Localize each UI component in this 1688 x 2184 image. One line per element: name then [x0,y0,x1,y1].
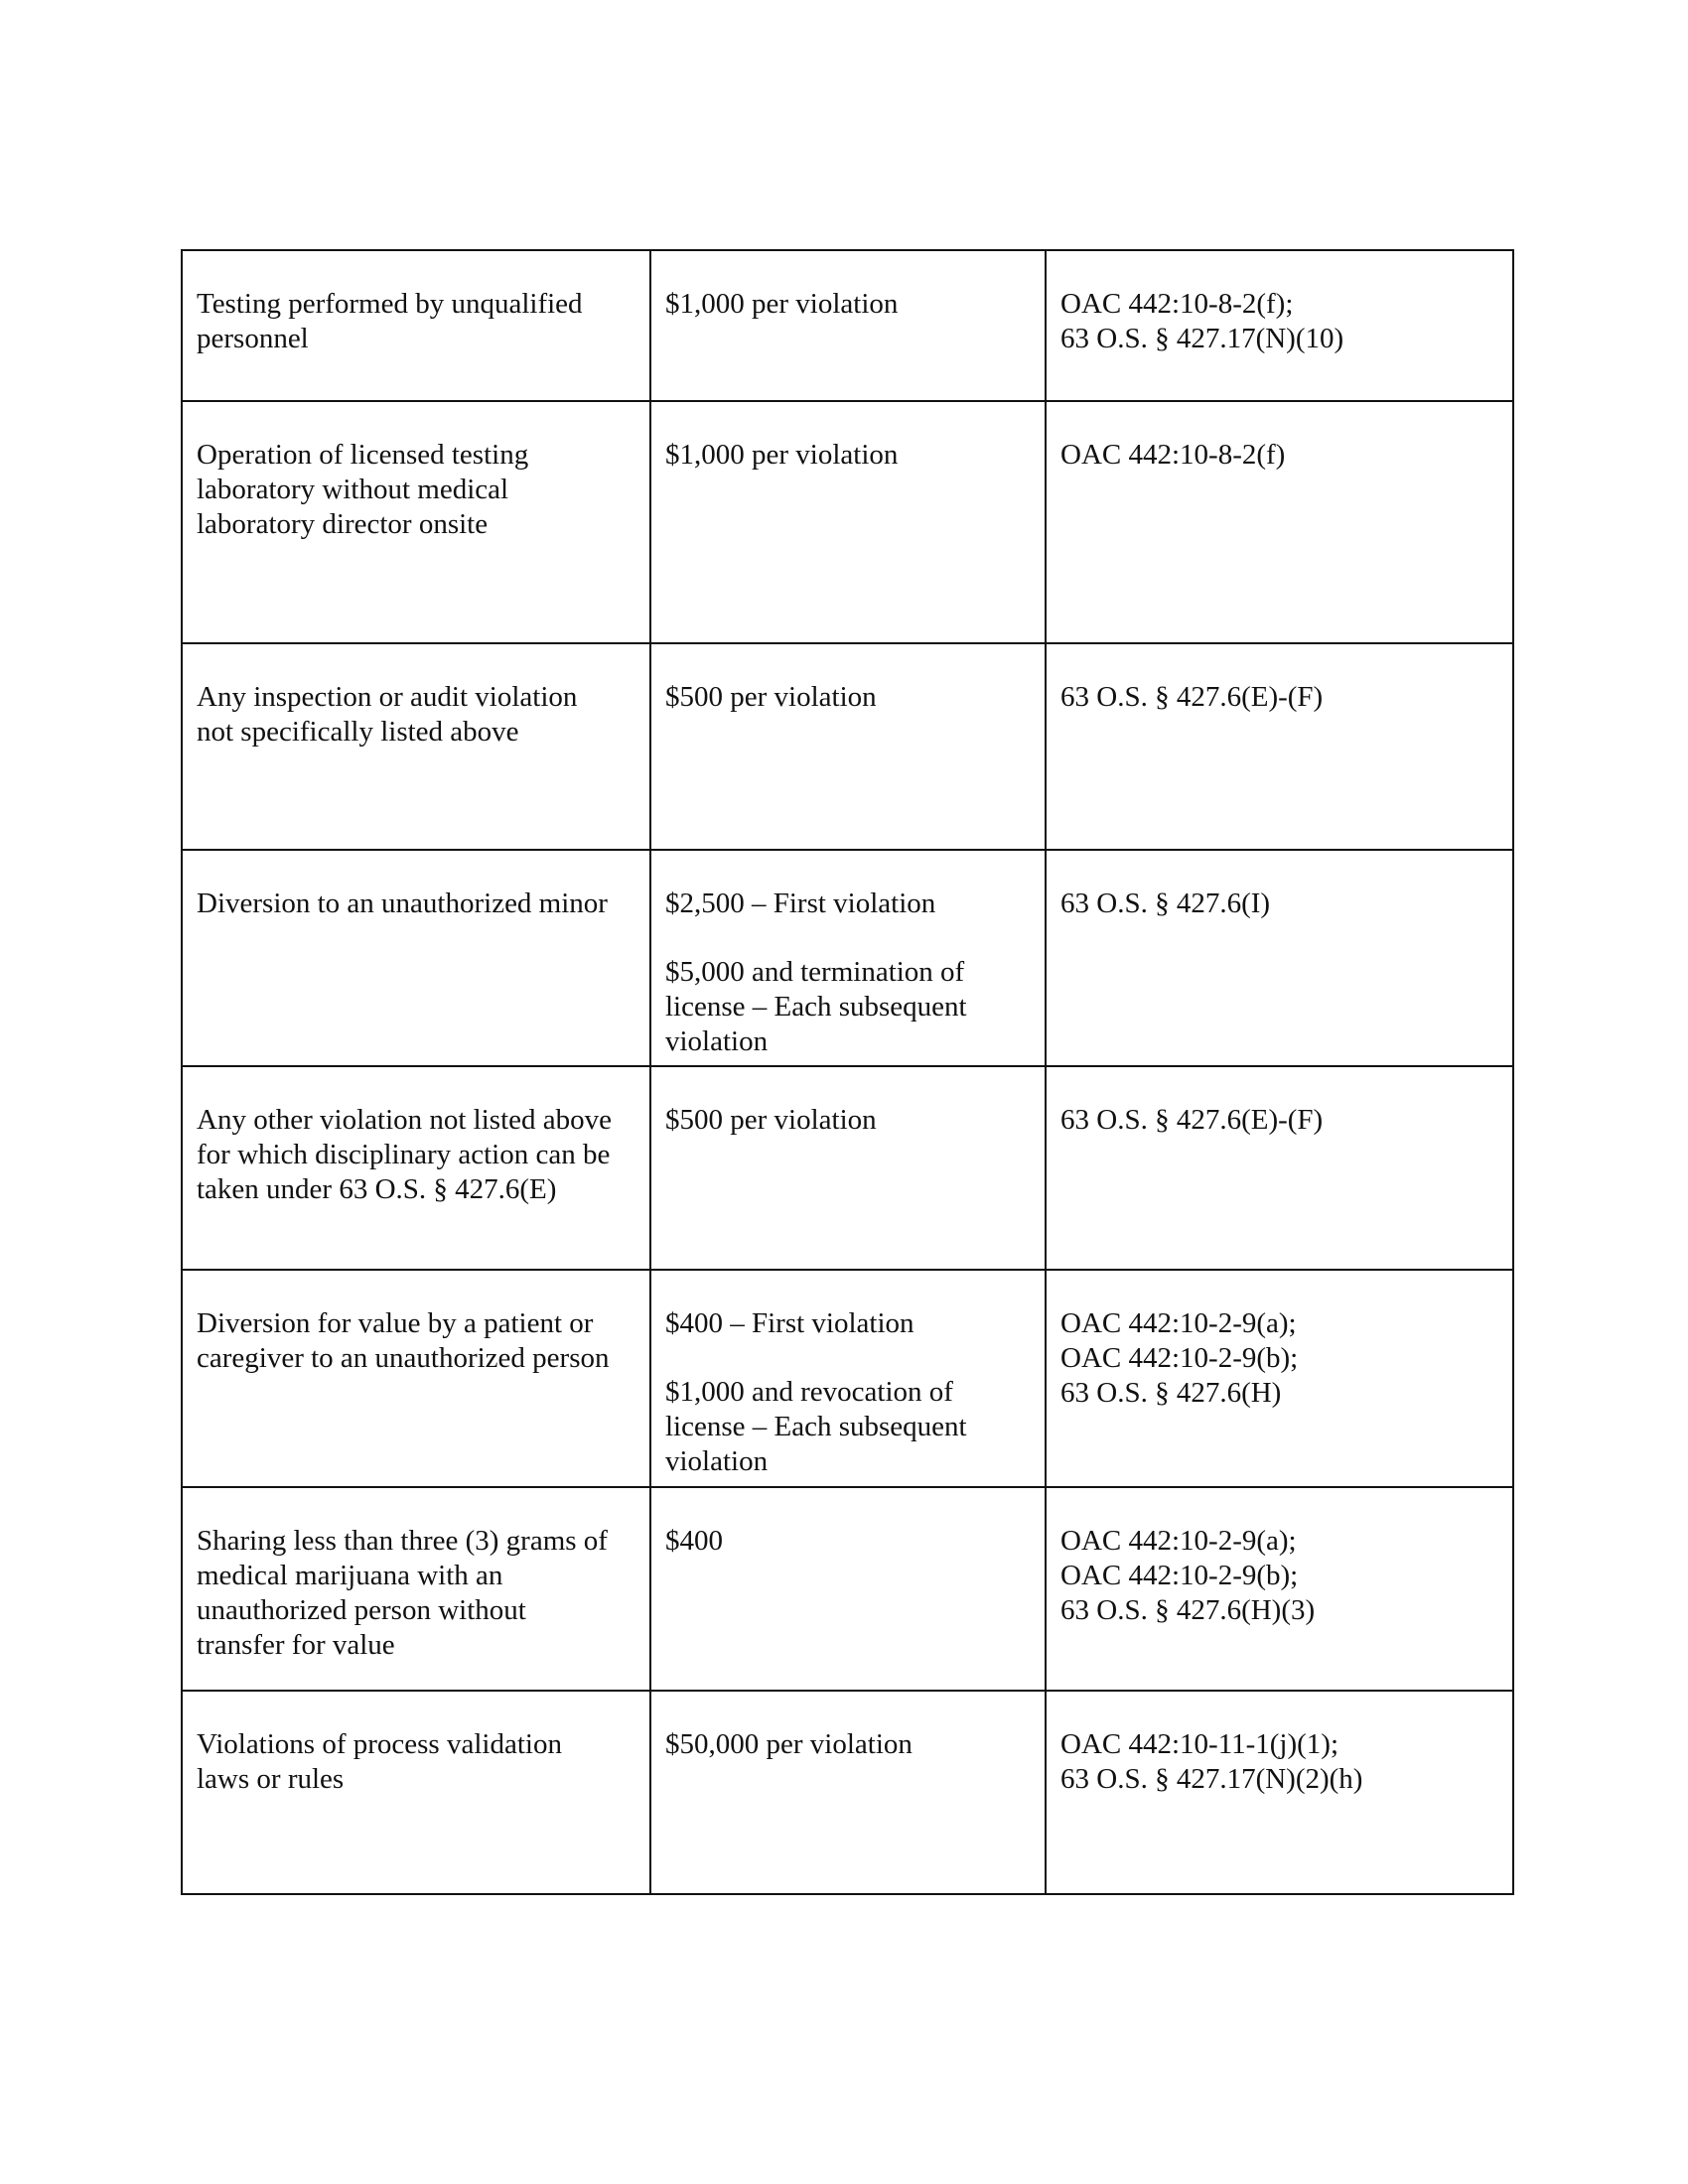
fine-text: $1,000 and revocation of [665,1376,953,1408]
violation-cell [182,1691,650,1894]
table-row [182,1270,1513,1487]
citation-text: OAC 442:10-8-2(f); [1060,288,1294,320]
violation-text: Testing performed by unqualified [197,288,583,320]
table-row [182,401,1513,643]
table-row [182,250,1513,401]
table-row [182,1487,1513,1691]
violation-cell [182,850,650,1066]
violation-text: Diversion for value by a patient or [197,1307,594,1339]
table-row [182,1066,1513,1270]
fine-text: violation [665,1445,769,1477]
fine-cell [650,643,1046,850]
penalty-table-body [182,250,1513,1894]
violation-text: medical marijuana with an [197,1560,503,1591]
citation-text: 63 O.S. § 427.6(E)-(F) [1060,1104,1324,1136]
fine-text: $5,000 and termination of [665,956,965,988]
table-row [182,850,1513,1066]
violation-text: taken under 63 O.S. § 427.6(E) [197,1173,557,1205]
citation-cell [1046,643,1513,850]
violation-text: personnel [197,323,309,354]
fine-text: license – Each subsequent [665,991,967,1023]
fine-text: $1,000 per violation [665,288,899,320]
fine-cell [650,850,1046,1066]
citation-text: OAC 442:10-11-1(j)(1); [1060,1728,1339,1760]
violation-text: Violations of process validation [197,1728,562,1760]
citation-cell [1046,1487,1513,1691]
violation-text: Diversion to an unauthorized minor [197,887,608,919]
fine-cell [650,250,1046,401]
fine-text: $2,500 – First violation [665,887,936,919]
table-row [182,1691,1513,1894]
fine-text: $400 – First violation [665,1307,914,1339]
violation-cell [182,643,650,850]
violation-text: laws or rules [197,1763,345,1795]
fine-text: $1,000 per violation [665,439,899,471]
violation-text: transfer for value [197,1629,395,1661]
citation-text: 63 O.S. § 427.17(N)(10) [1060,323,1344,354]
violation-cell [182,1270,650,1487]
citation-cell [1046,250,1513,401]
citation-text: 63 O.S. § 427.6(E)-(F) [1060,681,1324,713]
violation-text: Operation of licensed testing [197,439,529,471]
citation-text: OAC 442:10-2-9(a); [1060,1307,1297,1339]
violation-text: not specifically listed above [197,716,519,748]
citation-text: OAC 442:10-2-9(b); [1060,1560,1299,1591]
citation-cell [1046,1691,1513,1894]
citation-text: 63 O.S. § 427.6(H) [1060,1377,1282,1409]
table-row [182,643,1513,850]
citation-text: OAC 442:10-8-2(f) [1060,439,1286,471]
citation-cell [1046,1066,1513,1270]
paragraph-gap [665,921,1031,955]
citation-text: 63 O.S. § 427.6(I) [1060,887,1271,919]
fine-cell [650,1066,1046,1270]
citation-text: OAC 442:10-2-9(a); [1060,1525,1297,1557]
violation-text: Any inspection or audit violation [197,681,578,713]
penalty-table [181,249,1514,1895]
violation-text: caregiver to an unauthorized person [197,1342,610,1374]
violation-text: Sharing less than three (3) grams of [197,1525,608,1557]
paragraph-gap [665,1341,1031,1375]
fine-text: violation [665,1025,769,1057]
citation-cell [1046,1270,1513,1487]
violation-text: laboratory without medical [197,474,509,505]
violation-text: for which disciplinary action can be [197,1139,611,1170]
citation-text: 63 O.S. § 427.6(H)(3) [1060,1594,1316,1626]
fine-cell [650,1487,1046,1691]
violation-cell [182,401,650,643]
violation-cell [182,1487,650,1691]
fine-cell [650,401,1046,643]
citation-cell [1046,850,1513,1066]
citation-text: 63 O.S. § 427.17(N)(2)(h) [1060,1763,1363,1795]
fine-text: $50,000 per violation [665,1728,913,1760]
violation-text: unauthorized person without [197,1594,526,1626]
fine-cell [650,1691,1046,1894]
violation-cell [182,250,650,401]
violation-text: laboratory director onsite [197,508,489,540]
fine-text: license – Each subsequent [665,1411,967,1442]
fine-text: $400 [665,1525,723,1557]
violation-cell [182,1066,650,1270]
fine-text: $500 per violation [665,1104,877,1136]
fine-cell [650,1270,1046,1487]
fine-text: $500 per violation [665,681,877,713]
citation-cell [1046,401,1513,643]
citation-text: OAC 442:10-2-9(b); [1060,1342,1299,1374]
violation-text: Any other violation not listed above [197,1104,613,1136]
